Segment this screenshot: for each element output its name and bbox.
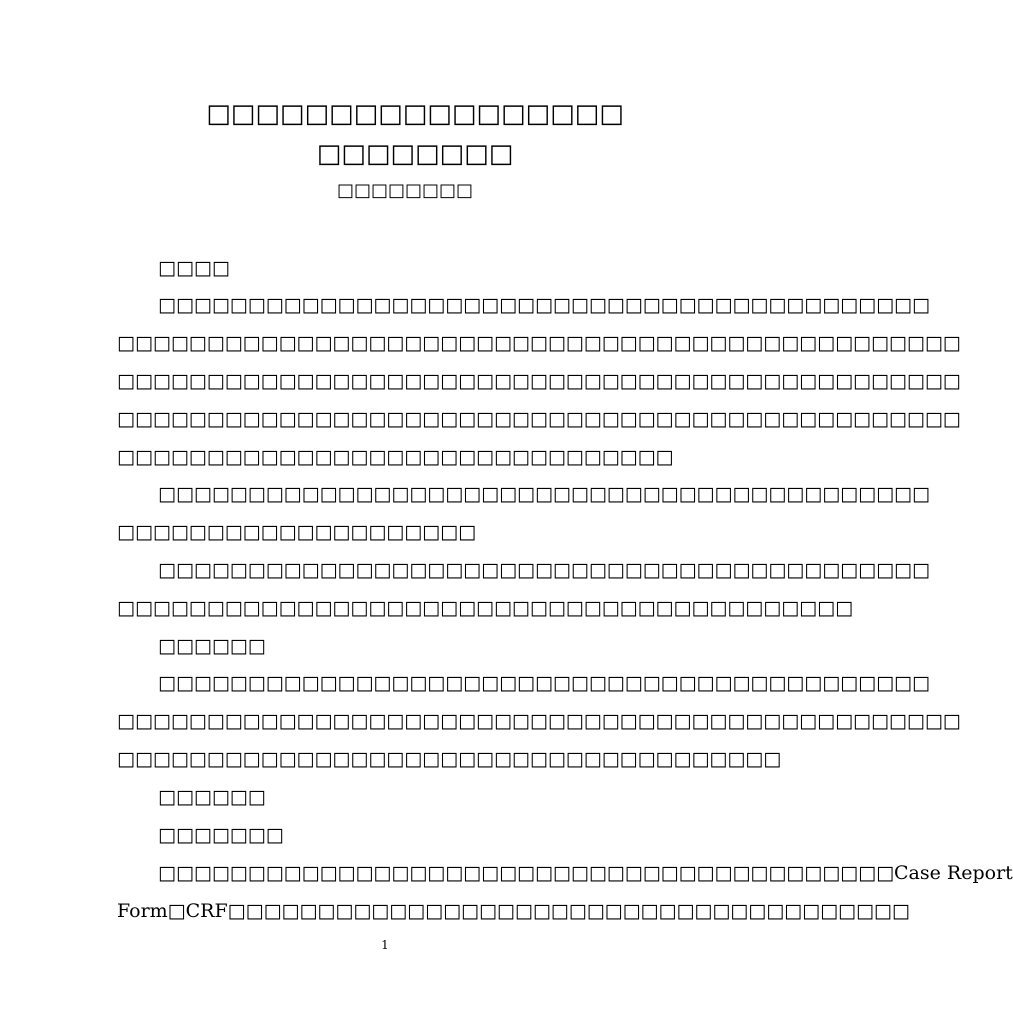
paragraph-line: □□□□□□□□□□□□□□□□□□□□□□□□□□□□□□□□□□□□□□□□□Case Report [158,862,1013,884]
paragraph-line: Form□CRF□□□□□□□□□□□□□□□□□□□□□□□□□□□□□□□□□□□□□□ [117,900,910,922]
paragraph-line: □□□□□□□□□□□□□□□□□□□□□□□□□□□□□□□□□□□□□□□□□□□□□□□ [117,408,961,430]
paragraph-line: □□□□□□□□□□□□□□□□□□□□□□□□□□□□□□□□□□□□□□□□□□□ [158,672,930,694]
paragraph-line: □□□□□□□□□□□□□□□□□□□□ [117,521,477,543]
paragraph-line: □□□□□□□□□□□□□□□□□□□□□□□□□□□□□□□□□□□□□□□□□□□ [158,483,930,505]
paragraph-line: □□□□□□□□□□□□□□□□□□□□□□□□□□□□□□□□□□□□□ [117,748,782,770]
paragraph-line: □□□□□□□□□□□□□□□□□□□□□□□□□□□□□□□□□□□□□□□□□□□□□□□ [117,370,961,392]
paragraph-line: □□□□□□□□□□□□□□□□□□□□□□□□□□□□□□□□□□□□□□□□□□□ [158,294,930,316]
paragraph-line: □□□□□□□□□□□□□□□□□□□□□□□□□□□□□□□ [117,446,674,468]
paragraph-line: □□□□□□□□□□□□□□□□□□□□□□□□□□□□□□□□□□□□□□□□□ [117,597,854,619]
document-title-line-2: □□□□□□□□ [316,139,514,169]
section-heading: □□□□□□ [158,635,266,657]
paragraph-line: □□□□□□□□□□□□□□□□□□□□□□□□□□□□□□□□□□□□□□□□□□□ [158,559,930,581]
section-subheading: □□□□□□□ [158,824,284,846]
section-heading: □□□□□□ [158,786,266,808]
document-title-line-1: □□□□□□□□□□□□□□□□□ [206,99,624,129]
paragraph-line: □□□□□□□□□□□□□□□□□□□□□□□□□□□□□□□□□□□□□□□□□□□□□□□ [117,332,961,354]
paragraph-line: □□□□□□□□□□□□□□□□□□□□□□□□□□□□□□□□□□□□□□□□□□□□□□□ [117,710,961,732]
section-heading: □□□□ [158,257,230,279]
document-subtitle: □□□□□□□□ [336,180,474,201]
page-number: 1 [381,938,389,952]
